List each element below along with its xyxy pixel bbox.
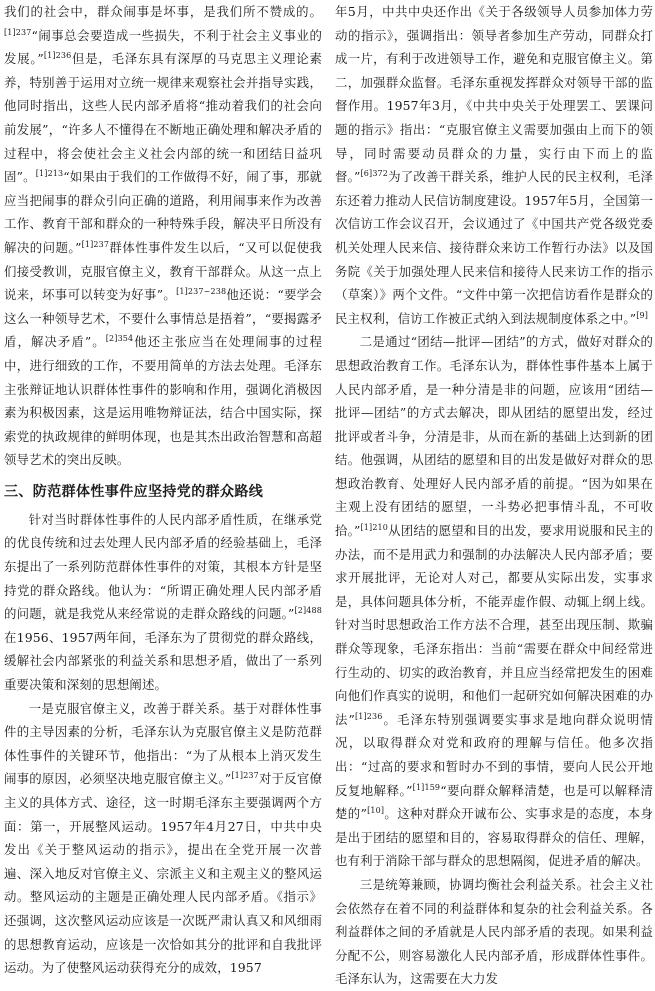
citation: [1]210 — [360, 522, 389, 532]
paragraph-unity-criticism: 二是通过“团结—批评—团结”的方式，做好对群众的思想政治教育工作。毛泽东认为，群体性事件基本上属于人民内部矛盾，是一种分清是非的问题，应该用“团结—批评—团结”的方式去解决，即从团结的愿望出发，经过批评或者斗争，分清是非，从而在新的基础上达到新的团结。他强调，从团结的愿望和目的出发是做好对群众的思想政治教育、处理好人民内部矛盾的前提。“因为如果在主观上没有团结的愿望，一斗势必把事情斗乱，不可收拾。”$^{[1]210}$从团结的愿望和目的出发，要求用说服和民主的办法，而不是用武力和强制的办法解决人民内部矛盾；要求开展批评，无论对人对己，都要从实际出发，实事求是，具体问题具体分析，不能弄虚作假、动辄上纲上线。针对当时思想政治工作方法不合理，甚至出现压制、欺骗群众等现象，毛泽东指出：当前“需要在群众中间经常进行生动的、切实的政治教育，并且应当经常把发生的困难向他们作真实的说明，和他们一起研究如何解决困难的办法”$^{[1]236}$。毛泽东特别强调要实事求是地向群众说明情况，以取得群众对党和政府的理解与信任。他多次指出：“过高的要求和暂时办不到的事情，要向人民公开地反复地解释。”$^{[1]159}$“要向群众解释清楚，也是可以解释清楚的”[10]。这种对群众开诚布公、实事求是的态度，本身是出于团结的愿望和目的，容易取得群众的信任、理解，也有利于消除干部与群众的思想隔阂，促进矛盾的解决。 — [335, 334, 654, 869]
paragraph-mass-line: 针对当时群体性事件的人民内部矛盾性质，在继承党的优良传统和过去处理人民内部矛盾的经验基础上，毛泽东提出了一系列防范群体性事件的对策，其根本方针是坚持党的群众路线。他认为：“所谓正确处理人民内部矛盾的问题，就是我党从来经常说的走群众路线的问题。”$^{[2]488}$在1956、1957两年间，毛泽东为了贯彻党的群众路线，缓解社会内部紧张的利益关系和思想矛盾，做出了一系列重要决策和深刻的思想阐述。 — [4, 511, 322, 693]
paragraph-social-unrest: 我们的社会中，群众闹事是坏事，是我们所不赞成的。$^{[1]237}$“闹事总会要造成一些损失，不利于社会主义事业的发展。”$^{[1]236}$但是，毛泽东具有深厚的马克思主义理论素养，特别善于运用对立统一规律来观察社会并指导实践，他同时指出，这些人民内部矛盾将“推动着我们的社会向前发展”，“许多人不懂得在不断地正确处理和解决矛盾的过程中，将会使社会主义社会内部的统一和团结日益巩固”。$^{[1]213}$“如果由于我们的工作做得不好，闹了事，那就应当把闹事的群众引向正确的道路，利用闹事来作为改善工作、教育干部和群众的一种特殊手段，解决平日所没有解决的问题。”$^{[1]237}$群体性事件发生以后，“又可以促使我们接受教训，克服官僚主义，教育干部群众。从这一点上说来，坏事可以转变为好事”。$^{[1]237\sim 238}$他还说：“要学会这么一种领导艺术，不要什么事情总是捂着”，“要揭露矛盾，解决矛盾”。$^{[2]354}$他还主张应当在处理闹事的过程中，进行细致的工作，不要用简单的方法去处理。毛泽东主张辩证地认识群体性事件的影响和作用，强调化消极因素为积极因素，这是运用唯物辩证法，结合中国实际，探索党的执政规律的鲜明体现，也是其杰出政治智慧和高超领导艺术的突出反映。 — [4, 4, 323, 468]
citation: [2]488 — [294, 606, 322, 616]
citation: [1]236 — [355, 711, 383, 721]
paragraph-supervision: 年5月，中共中央还作出《关于各级领导人员参加体力劳动的指示》，强调指出：领导者参加生产劳动，同群众打成一片，有利于改进领导工作，避免和克服官僚主义。第二，加强群众监督。毛泽东重视发挥群众对领导干部的监督作用。1957年3月，《中共中央关于处理罢工、罢课问题的指示》指出：“克服官僚主义需要加强由上而下的领导，同时需要动员群众的力量，实行由下而上的监督。”$^{[6]372}$为了改善干群关系，维护人民的民主权利，毛泽东还着力推动人民信访制度建设。1957年5月，全国第一次信访工作会议召开，会议通过了《中国共产党各级党委机关处理人民来信、接待群众来访工作暂行办法》以及国务院《关于加强处理人民来信和接待人民来访工作的指示（草案）》两个文件。“文件中第一次把信访看作是群众的民主权利，信访工作被正式纳入到法规制度体系之中。”[9] — [335, 4, 653, 326]
citation: [1]159 — [412, 782, 441, 792]
citation: [9] — [636, 310, 649, 320]
paragraph-bureaucracy: 一是克服官僚主义，改善于群关系。基于对群体性事件的主导因素的分析，毛泽东认为克服官僚主义是防范群体性事件的关键环节，他指出：“为了从根本上消灭发生闹事的原因，必须坚决地克服官僚主义。”$^{[1]237}$对于反官僚主义的具体方式、途径，这一时期毛泽东主要强调两个方面：第一，开展整风运动。1957年4月27日，中共中央发出《关于整风运动的指示》，提出在全党开展一次普遍、深入地反对官僚主义、宗派主义和主观主义的整风运动。整风运动的主题是正确处理人民内部矛盾。《指示》还强调，这次整风运动应该是一次既严肃认真又和风细雨的思想教育运动，应该是一次恰如其分的批评和自我批评运动。为了使整风运动获得充分的成效，1957 — [4, 700, 323, 976]
left-column — [4, 0, 323, 976]
citation: [6]372 — [360, 169, 389, 179]
right-column — [335, 0, 654, 987]
citation: [1]237~238 — [176, 287, 227, 296]
paragraph-interests: 三是统筹兼顾，协调均衡社会利益关系。社会主义社会依然存在着不同的利益群体和复杂的社会利益关系。各利益群体之间的矛盾就是人民内部矛盾的表现。如果利益分配不公，则容易激化人民内部矛盾，形成群体性事件。毛泽东认为，这需要在大力发 — [335, 876, 653, 987]
citation: [10] — [367, 806, 385, 816]
citation: [1]237 — [4, 27, 32, 37]
citation: [1]236 — [43, 51, 72, 61]
section-title: 三、防范群体性事件应坚持党的群众路线 — [4, 483, 264, 500]
citation: [2]354 — [105, 334, 134, 344]
citation: [1]213 — [35, 169, 64, 179]
citation: [1]237 — [231, 771, 259, 781]
citation: [1]237 — [81, 239, 110, 249]
